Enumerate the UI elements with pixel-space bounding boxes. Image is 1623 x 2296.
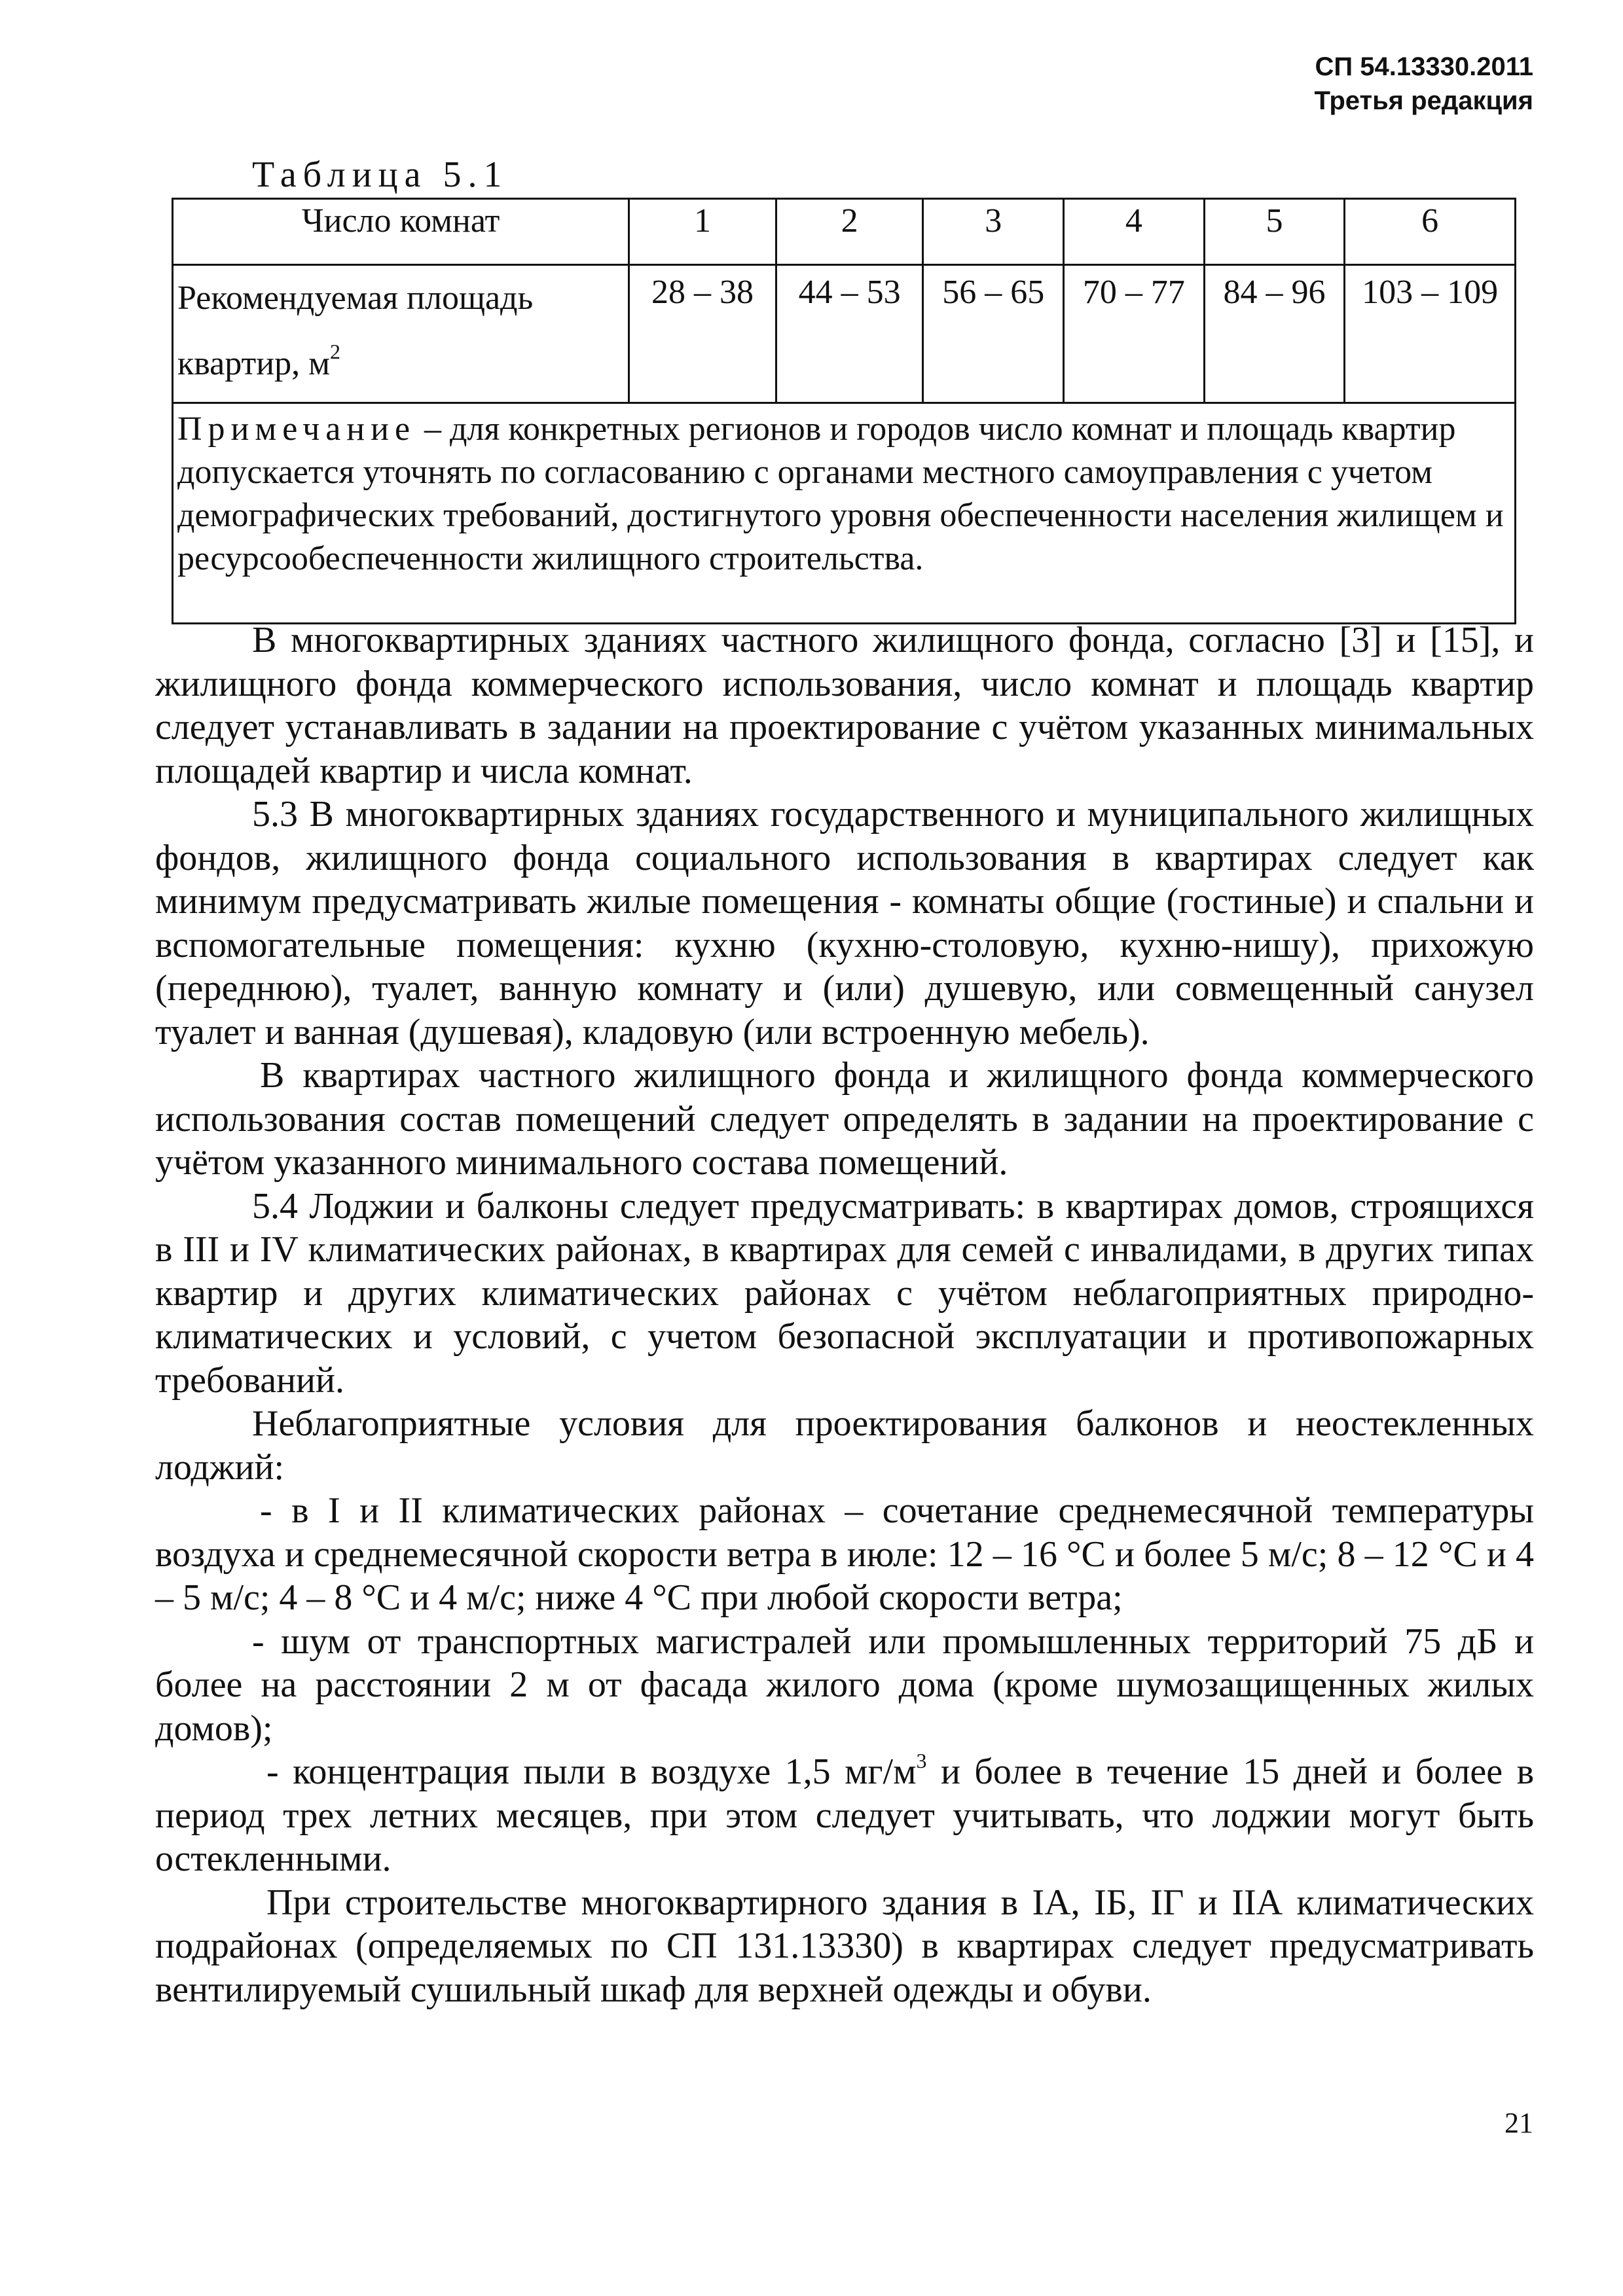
table-note (173, 403, 1516, 624)
table-cell: 44 – 53 (776, 265, 923, 403)
list-item: - шум от транспортных магистралей или промышленных территорий 75 дБ и более на расстоянии 2 м от фасада жилого дома (кроме шумозащищенных жилых домов); (155, 1621, 1534, 1749)
area-label-line1: Рекомендуемая площадь (177, 279, 534, 317)
table-cell: 6 (1345, 199, 1516, 265)
table-cell: 2 (776, 199, 923, 265)
document-header (1314, 50, 1533, 118)
table-row-area (173, 265, 1516, 403)
table-cell-label: Число комнат (173, 199, 629, 265)
table-cell: 103 – 109 (1345, 265, 1516, 403)
table-cell: 3 (923, 199, 1064, 265)
rooms-area-table (172, 198, 1516, 624)
paragraph: Неблагоприятные условия для проектирования балконов и неостекленных лоджий: (155, 1403, 1534, 1488)
table-cell: 1 (629, 199, 776, 265)
note-text: – для конкретных регионов и городов число комнат и площадь квартир допускается уточнять по согласованию с органами местного самоуправления с учетом демографических требований, достигнутого уровня обеспеченности населения жилищем и ресурсообеспеченности жилищного строительства. (177, 410, 1504, 577)
paragraph: В многоквартирных зданиях частного жилищного фонда, согласно [3] и [15], и жилищного фонда коммерческого использования, число комнат и площадь квартир следует устанавливать в задании на проектирование с учётом указанных минимальных площадей квартир и числа комнат. (155, 620, 1534, 791)
list-item (155, 1750, 1534, 1881)
superscript: 2 (329, 340, 340, 363)
table-cell: 4 (1064, 199, 1205, 265)
area-label-line2: квартир, м (177, 345, 330, 382)
edition-label: Третья редакция (1314, 86, 1533, 115)
superscript: 3 (916, 1749, 927, 1772)
note-word: Примечание (177, 410, 416, 448)
document-body (155, 619, 1534, 2011)
table-cell-label (173, 265, 629, 403)
table-cell: 5 (1204, 199, 1345, 265)
paragraph: В квартирах частного жилищного фонда и жилищного фонда коммерческого использования состав помещений следует определять в задании на проектирование с учётом указанного минимального состава помещений. (155, 1055, 1534, 1183)
list-item-text: и более в течение 15 дней и более в период трех летних месяцев, при этом следует учитывать, что лоджии могут быть остекленными. (155, 1751, 1535, 1879)
paragraph-5-4: 5.4 Лоджии и балконы следует предусматривать: в квартирах домов, строящихся в III и IV климатических районах, в квартирах для семей с инвалидами, в других типах квартир и других климатических районах с учётом неблагоприятных природно-климатических и условий, с учетом безопасной эксплуатации и противопожарных требований. (155, 1185, 1534, 1401)
standard-code: СП 54.13330.2011 (1315, 52, 1533, 81)
list-item: - в I и II климатических районах – сочетание среднемесячной температуры воздуха и среднемесячной скорости ветра в июле: 12 – 16 °С и более 5 м/с; 8 – 12 °С и 4 – 5 м/с; 4 – 8 °С и 4 м/с; ниже 4 °С при любой скорости ветра; (155, 1490, 1534, 1618)
paragraph-5-3: 5.3 В многоквартирных зданиях государственного и муниципального жилищных фондов, жилищного фонда социального использования в квартирах следует как минимум предусматривать жилые помещения - комнаты общие (гостиные) и спальни и вспомогательные помещения: кухню (кухню-столовую, кухню-нишу), прихожую (переднюю), туалет, ванную комнату и (или) душевую, или совмещенный санузел туалет и ванная (душевая), кладовую (или встроенную мебель). (155, 794, 1534, 1052)
table-cell: 28 – 38 (629, 265, 776, 403)
table-cell: 56 – 65 (923, 265, 1064, 403)
table-cell: 70 – 77 (1064, 265, 1205, 403)
table-cell: 84 – 96 (1204, 265, 1345, 403)
table-caption: Таблица 5.1 (252, 154, 509, 195)
page-number: 21 (1504, 2107, 1533, 2139)
table-row-rooms (173, 199, 1516, 265)
list-item-text: - концентрация пыли в воздухе 1,5 мг/м (266, 1751, 917, 1792)
table-row-note (173, 403, 1516, 624)
paragraph: При строительстве многоквартирного здания в IА, IБ, IГ и IIА климатических подрайонах (определяемых по СП 131.13330) в квартирах следует предусматривать вентилируемый сушильный шкаф для верхней одежды и обуви. (155, 1882, 1534, 2010)
